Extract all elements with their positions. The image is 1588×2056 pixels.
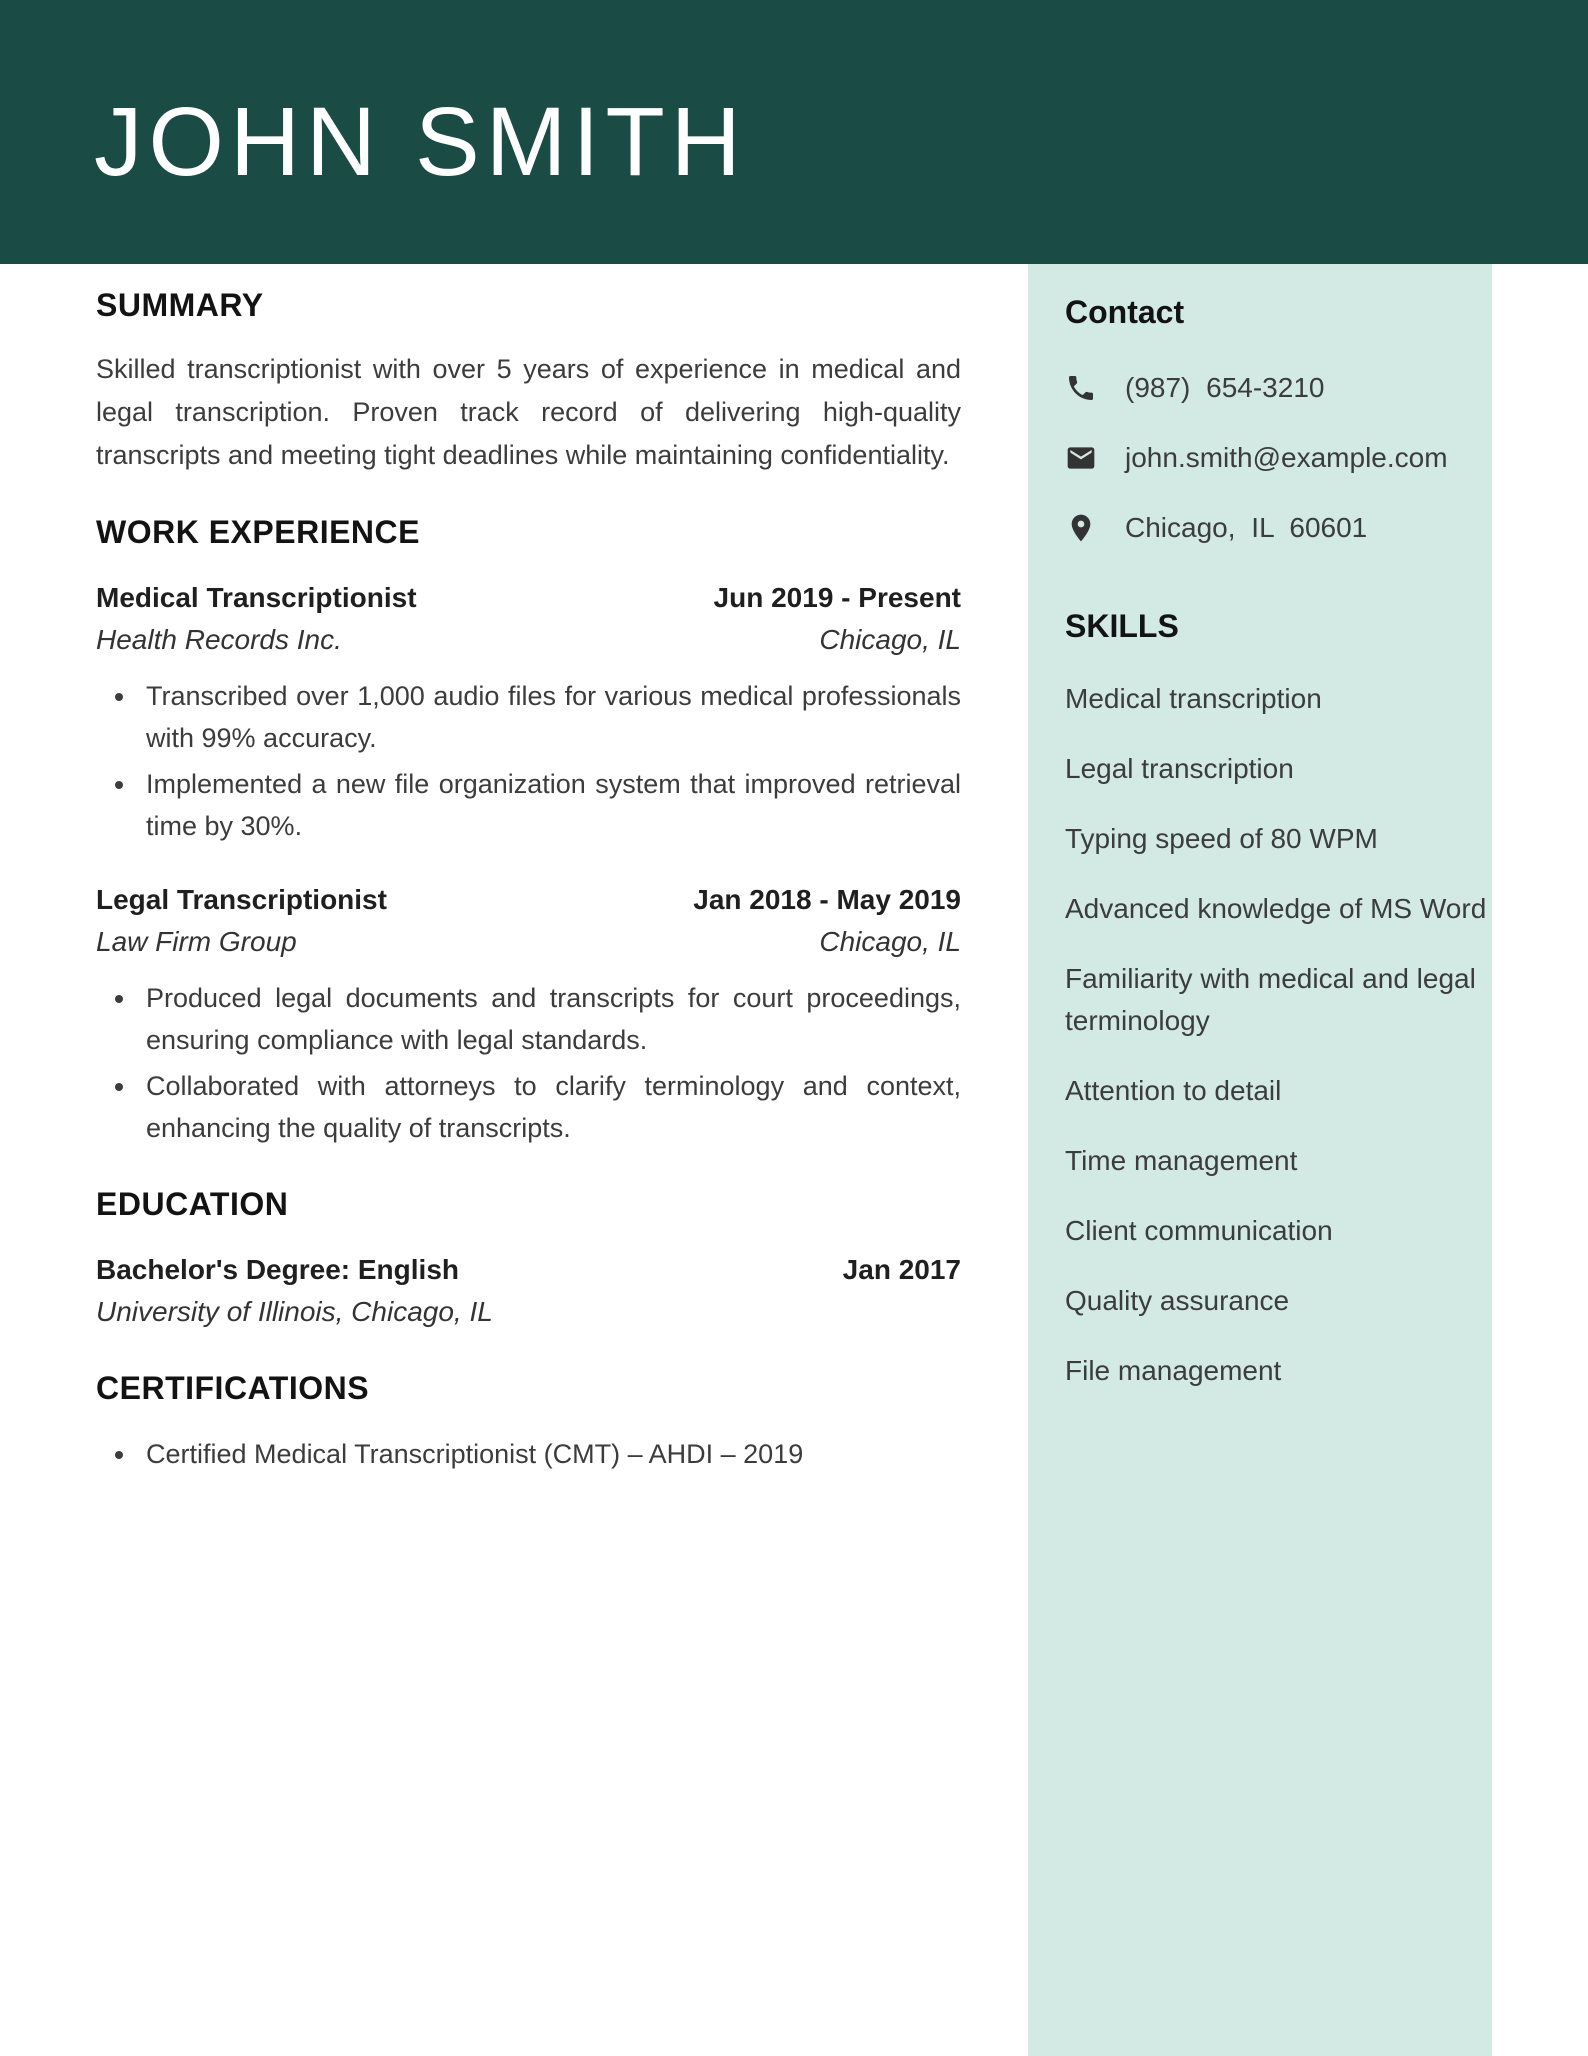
certification-list bbox=[96, 1433, 961, 1475]
skill-item: Legal transcription bbox=[1065, 753, 1294, 784]
phone-icon bbox=[1065, 372, 1097, 404]
skill-item: File management bbox=[1065, 1355, 1282, 1386]
education-date: Jan 2017 bbox=[842, 1254, 961, 1285]
summary-heading: SUMMARY bbox=[96, 287, 264, 323]
contact-location: Chicago, IL 60601 bbox=[1125, 512, 1368, 543]
job-title-row bbox=[96, 577, 961, 619]
skill-item: Client communication bbox=[1065, 1215, 1333, 1246]
education-heading: EDUCATION bbox=[96, 1186, 289, 1222]
job-role: Legal Transcriptionist bbox=[96, 884, 387, 915]
job-title-row bbox=[96, 879, 961, 921]
skill-item: Attention to detail bbox=[1065, 1075, 1282, 1106]
contact-phone: (987) 654-3210 bbox=[1125, 372, 1325, 403]
skill-item: Quality assurance bbox=[1065, 1285, 1290, 1316]
job-bullet: • Transcribed over 1,000 audio files for various medical professionals with 99% accuracy. bbox=[138, 675, 961, 759]
certification-item: • Certified Medical Transcriptionist (CMT) – AHDI – 2019 bbox=[138, 1433, 961, 1475]
education-school-row bbox=[96, 1291, 961, 1333]
certifications-heading: CERTIFICATIONS bbox=[96, 1370, 370, 1406]
job-company-row bbox=[96, 921, 961, 963]
job-entry-legal-transcriptionist bbox=[96, 879, 961, 1149]
job-company: Health Records Inc. bbox=[96, 624, 342, 655]
job-dates: Jun 2019 - Present bbox=[713, 582, 961, 613]
skill-item: Familiarity with medical and legal terminology bbox=[1065, 963, 1476, 1036]
header-band bbox=[0, 0, 1588, 264]
contact-phone-row bbox=[1065, 366, 1487, 410]
contact-location-row bbox=[1065, 506, 1487, 550]
job-company: Law Firm Group bbox=[96, 926, 297, 957]
education-degree-row bbox=[96, 1249, 961, 1291]
job-bullet-list bbox=[96, 675, 961, 847]
job-dates: Jan 2018 - May 2019 bbox=[693, 884, 961, 915]
location-icon bbox=[1065, 512, 1097, 544]
job-bullet-list bbox=[96, 977, 961, 1149]
contact-heading: Contact bbox=[1065, 294, 1185, 330]
skill-item: Medical transcription bbox=[1065, 683, 1322, 714]
job-company-row bbox=[96, 619, 961, 661]
job-location: Chicago, IL bbox=[819, 926, 961, 957]
summary-text: Skilled transcriptionist with over 5 years of experience in medical and legal transcription. Proven track record of delivering high-quality transcripts and meeting tight deadlines while maintaining confidentiality. bbox=[96, 354, 961, 470]
job-role: Medical Transcriptionist bbox=[96, 582, 417, 613]
work-experience-heading: WORK EXPERIENCE bbox=[96, 514, 420, 550]
main-column bbox=[96, 264, 961, 1479]
education-school: University of Illinois, Chicago, IL bbox=[96, 1296, 493, 1327]
contact-email-row bbox=[1065, 436, 1487, 480]
skill-item: Time management bbox=[1065, 1145, 1298, 1176]
job-location: Chicago, IL bbox=[819, 624, 961, 655]
job-bullet: • Implemented a new file organization system that improved retrieval time by 30%. bbox=[138, 763, 961, 847]
skill-item: Advanced knowledge of MS Word bbox=[1065, 893, 1487, 924]
job-bullet: • Produced legal documents and transcripts for court proceedings, ensuring compliance with legal standards. bbox=[138, 977, 961, 1061]
job-entry-medical-transcriptionist bbox=[96, 577, 961, 847]
candidate-name: JOHN SMITH bbox=[94, 87, 747, 196]
skills-heading: SKILLS bbox=[1065, 608, 1179, 644]
email-icon bbox=[1065, 442, 1097, 474]
skill-item: Typing speed of 80 WPM bbox=[1065, 823, 1378, 854]
education-degree: Bachelor's Degree: English bbox=[96, 1254, 459, 1285]
job-bullet: • Collaborated with attorneys to clarify terminology and context, enhancing the quality of transcripts. bbox=[138, 1065, 961, 1149]
sidebar bbox=[1028, 264, 1492, 2056]
contact-email: john.smith@example.com bbox=[1125, 442, 1448, 473]
